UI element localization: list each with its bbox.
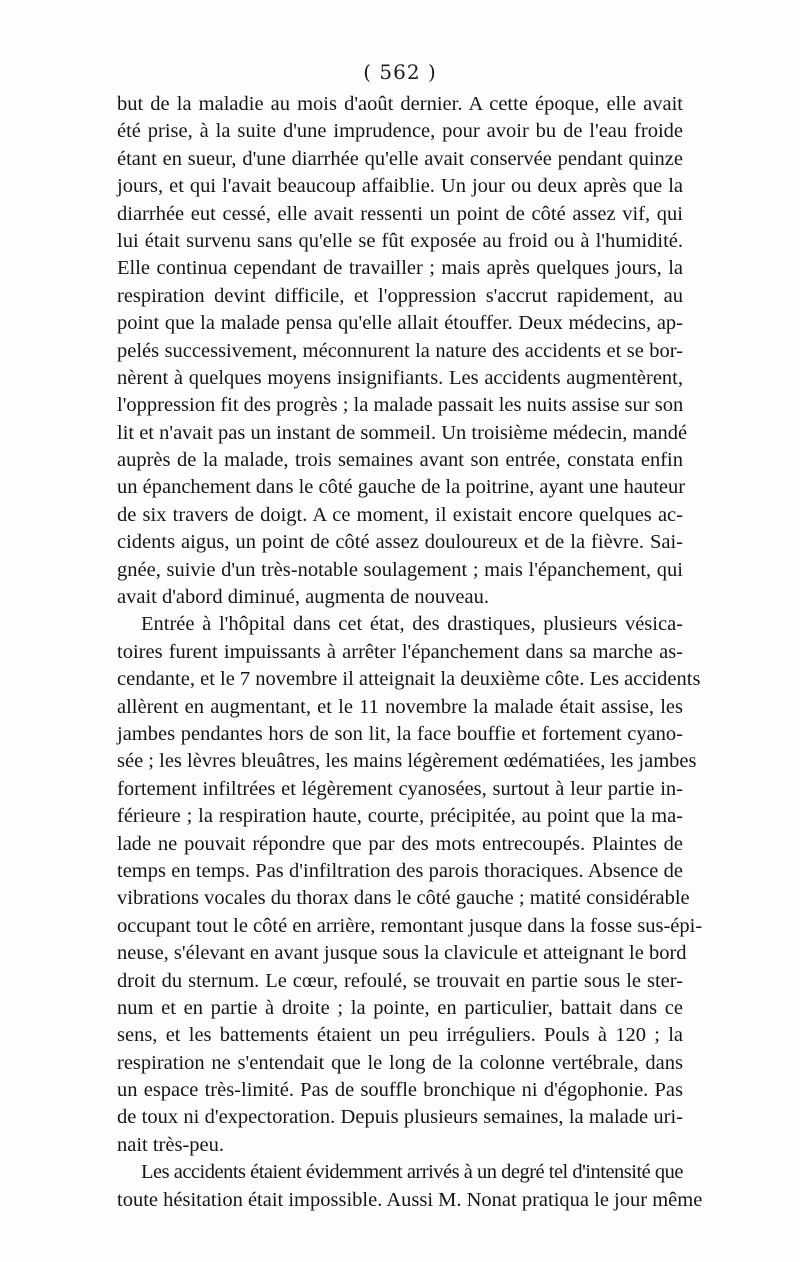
text-line: l'oppression fit des progrès ; la malade passait les nuits assise sur son bbox=[117, 394, 684, 417]
text-line: pelés successivement, méconnurent la nature des accidents et se bor- bbox=[117, 339, 683, 362]
text-line: étant en sueur, d'une diarrhée qu'elle avait conservée pendant quinze bbox=[117, 147, 683, 170]
text-line: but de la maladie au mois d'août dernier. A cette époque, elle avait bbox=[117, 93, 683, 115]
text-line: allèrent en augmentant, et le 11 novembre la malade était assise, les bbox=[117, 695, 683, 718]
text-line: respiration ne s'entendait que le long de la colonne vertébrale, dans bbox=[117, 1051, 683, 1074]
text-line: auprès de la malade, trois semaines avant son entrée, constata enfin bbox=[117, 449, 683, 472]
text-line: lade ne pouvait répondre que par des mots entrecoupés. Plaintes de bbox=[117, 832, 683, 855]
text-line: de toux ni d'expectoration. Depuis plusieurs semaines, la malade uri- bbox=[117, 1106, 683, 1129]
text-line: droit du sternum. Le cœur, refoulé, se trouvait en partie sous le ster- bbox=[117, 969, 683, 992]
text-line: jours, et qui l'avait beaucoup affaiblie. Un jour ou deux après que la bbox=[117, 175, 683, 198]
text-line: neuse, s'élevant en avant jusque sous la clavicule et atteignant le bord bbox=[117, 942, 687, 965]
text-line: respiration devint difficile, et l'oppression s'accrut rapidement, au bbox=[117, 284, 683, 307]
text-line: point que la malade pensa qu'elle allait étouffer. Deux médecins, ap- bbox=[117, 312, 683, 335]
body-text bbox=[117, 91, 703, 1214]
text-line: num et en partie à droite ; la pointe, en particulier, battait dans ce bbox=[117, 996, 683, 1019]
paragraph bbox=[117, 1159, 703, 1214]
text-line: nait très-peu. bbox=[117, 1133, 225, 1156]
text-line: toires furent impuissants à arrêter l'épanchement dans sa marche as- bbox=[117, 640, 683, 663]
text-line: un épanchement dans le côté gauche de la poitrine, ayant une hauteur bbox=[117, 476, 686, 499]
text-line: lui était survenu sans qu'elle se fût exposée au froid ou à l'humidité. bbox=[117, 229, 683, 252]
text-line: sée ; les lèvres bleuâtres, les mains légèrement œdématiées, les jambes bbox=[117, 750, 697, 773]
text-line: vibrations vocales du thorax dans le côté gauche ; matité considérable bbox=[117, 887, 690, 910]
text-line: jambes pendantes hors de son lit, la face bouffie et fortement cyano- bbox=[117, 722, 683, 745]
text-line: lit et n'avait pas un instant de sommeil. Un troisième médecin, mandé bbox=[117, 421, 688, 444]
text-line: avait d'abord diminué, augmenta de nouveau. bbox=[117, 586, 490, 609]
text-line: toute hésitation était impossible. Aussi M. Nonat pratiqua le jour même bbox=[117, 1188, 703, 1211]
text-line: diarrhée eut cessé, elle avait ressenti un point de côté assez vif, qui bbox=[117, 202, 683, 225]
text-line: un espace très-limité. Pas de souffle bronchique ni d'égophonie. Pas bbox=[117, 1079, 683, 1102]
text-line: temps en temps. Pas d'infiltration des parois thoraciques. Absence de bbox=[117, 859, 683, 882]
text-line: férieure ; la respiration haute, courte, précipitée, au point que la ma- bbox=[117, 805, 683, 828]
text-line: Elle continua cependant de travailler ; mais après quelques jours, la bbox=[117, 257, 683, 280]
text-line: fortement infiltrées et légèrement cyanosées, surtout à leur partie in- bbox=[117, 777, 683, 800]
paragraph bbox=[117, 611, 703, 1159]
text-line: Entrée à l'hôpital dans cet état, des drastiques, plusieurs vésica- bbox=[141, 613, 683, 636]
text-line: occupant tout le côté en arrière, remontant jusque dans la fosse sus-épi- bbox=[117, 914, 703, 937]
text-line: Les accidents étaient évidemment arrivés à un degré tel d'intensité que bbox=[141, 1161, 683, 1184]
text-line: de six travers de doigt. A ce moment, il existait encore quelques ac- bbox=[117, 503, 683, 526]
text-line: cendante, et le 7 novembre il atteignait la deuxième côte. Les accidents bbox=[117, 668, 701, 691]
text-line: nèrent à quelques moyens insignifiants. Les accidents augmentèrent, bbox=[117, 366, 683, 389]
text-line: sens, et les battements étaient un peu irréguliers. Pouls à 120 ; la bbox=[117, 1024, 683, 1047]
paragraph bbox=[117, 91, 688, 611]
text-line: cidents aigus, un point de côté assez douloureux et de la fièvre. Sai- bbox=[117, 531, 683, 554]
page-number: ( 562 ) bbox=[363, 60, 437, 84]
text-line: été prise, à la suite d'une imprudence, pour avoir bu de l'eau froide bbox=[117, 120, 683, 143]
text-line: gnée, suivie d'un très-notable soulagement ; mais l'épanchement, qui bbox=[117, 558, 683, 581]
